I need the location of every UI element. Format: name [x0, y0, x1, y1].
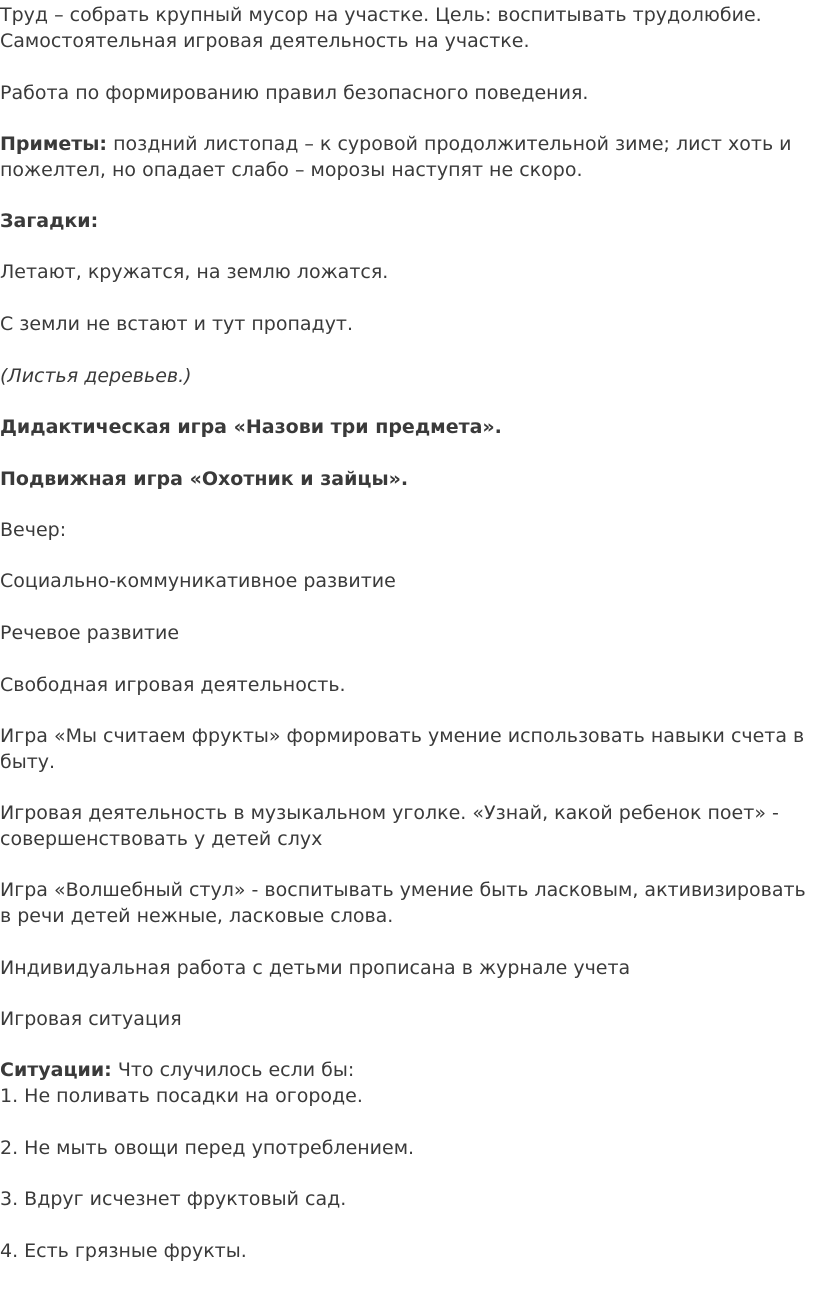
- music-corner: Игровая деятельность в музыкальном уголке. «Узнай, какой ребенок поет» - совершенствовать у детей слух: [0, 802, 779, 850]
- individual-work: Индивидуальная работа с детьми прописана в журнале учета: [0, 957, 631, 979]
- signs-label: Приметы:: [0, 133, 108, 155]
- social-development: Социально-коммуникативное развитие: [0, 570, 396, 592]
- list-item-4: 4. Есть грязные фрукты.: [0, 1240, 247, 1262]
- riddle-answer: (Листья деревьев.): [0, 365, 192, 387]
- signs-text: поздний листопад – к суровой продолжительной зиме; лист хоть и пожелтел, но опадает слабо – морозы наступят не скоро.: [0, 133, 792, 181]
- situations-text: Что случилось если бы:: [111, 1059, 355, 1081]
- situations-paragraph: [0, 1057, 812, 1083]
- safety-paragraph: Работа по формированию правил безопасного поведения.: [0, 82, 589, 104]
- labor-paragraph: Труд – собрать крупный мусор на участке. Цель: воспитывать трудолюбие. Самостоятельная игровая деятельность на участке.: [0, 4, 762, 52]
- mobile-game: Подвижная игра «Охотник и зайцы».: [0, 468, 409, 490]
- free-play: Свободная игровая деятельность.: [0, 674, 346, 696]
- magic-chair-game: Игра «Волшебный стул» - воспитывать умение быть ласковым, активизировать в речи детей нежные, ласковые слова.: [0, 879, 806, 927]
- list-item-2: 2. Не мыть овощи перед употреблением.: [0, 1137, 415, 1159]
- riddles-heading: Загадки:: [0, 210, 99, 232]
- signs-paragraph: [0, 131, 812, 183]
- evening-label: Вечер:: [0, 519, 67, 541]
- list-item-3: 3. Вдруг исчезнет фруктовый сад.: [0, 1188, 347, 1210]
- speech-development: Речевое развитие: [0, 622, 180, 644]
- didactic-game: Дидактическая игра «Назови три предмета».: [0, 416, 502, 438]
- situations-label: Ситуации:: [0, 1059, 112, 1081]
- riddle-line-1: Летают, кружатся, на землю ложатся.: [0, 261, 389, 283]
- riddle-line-2: С земли не встают и тут пропадут.: [0, 313, 354, 335]
- list-item-1: 1. Не поливать посадки на огороде.: [0, 1085, 363, 1107]
- game-situation: Игровая ситуация: [0, 1008, 182, 1030]
- fruits-game: Игра «Мы считаем фрукты» формировать умение использовать навыки счета в быту.: [0, 725, 805, 773]
